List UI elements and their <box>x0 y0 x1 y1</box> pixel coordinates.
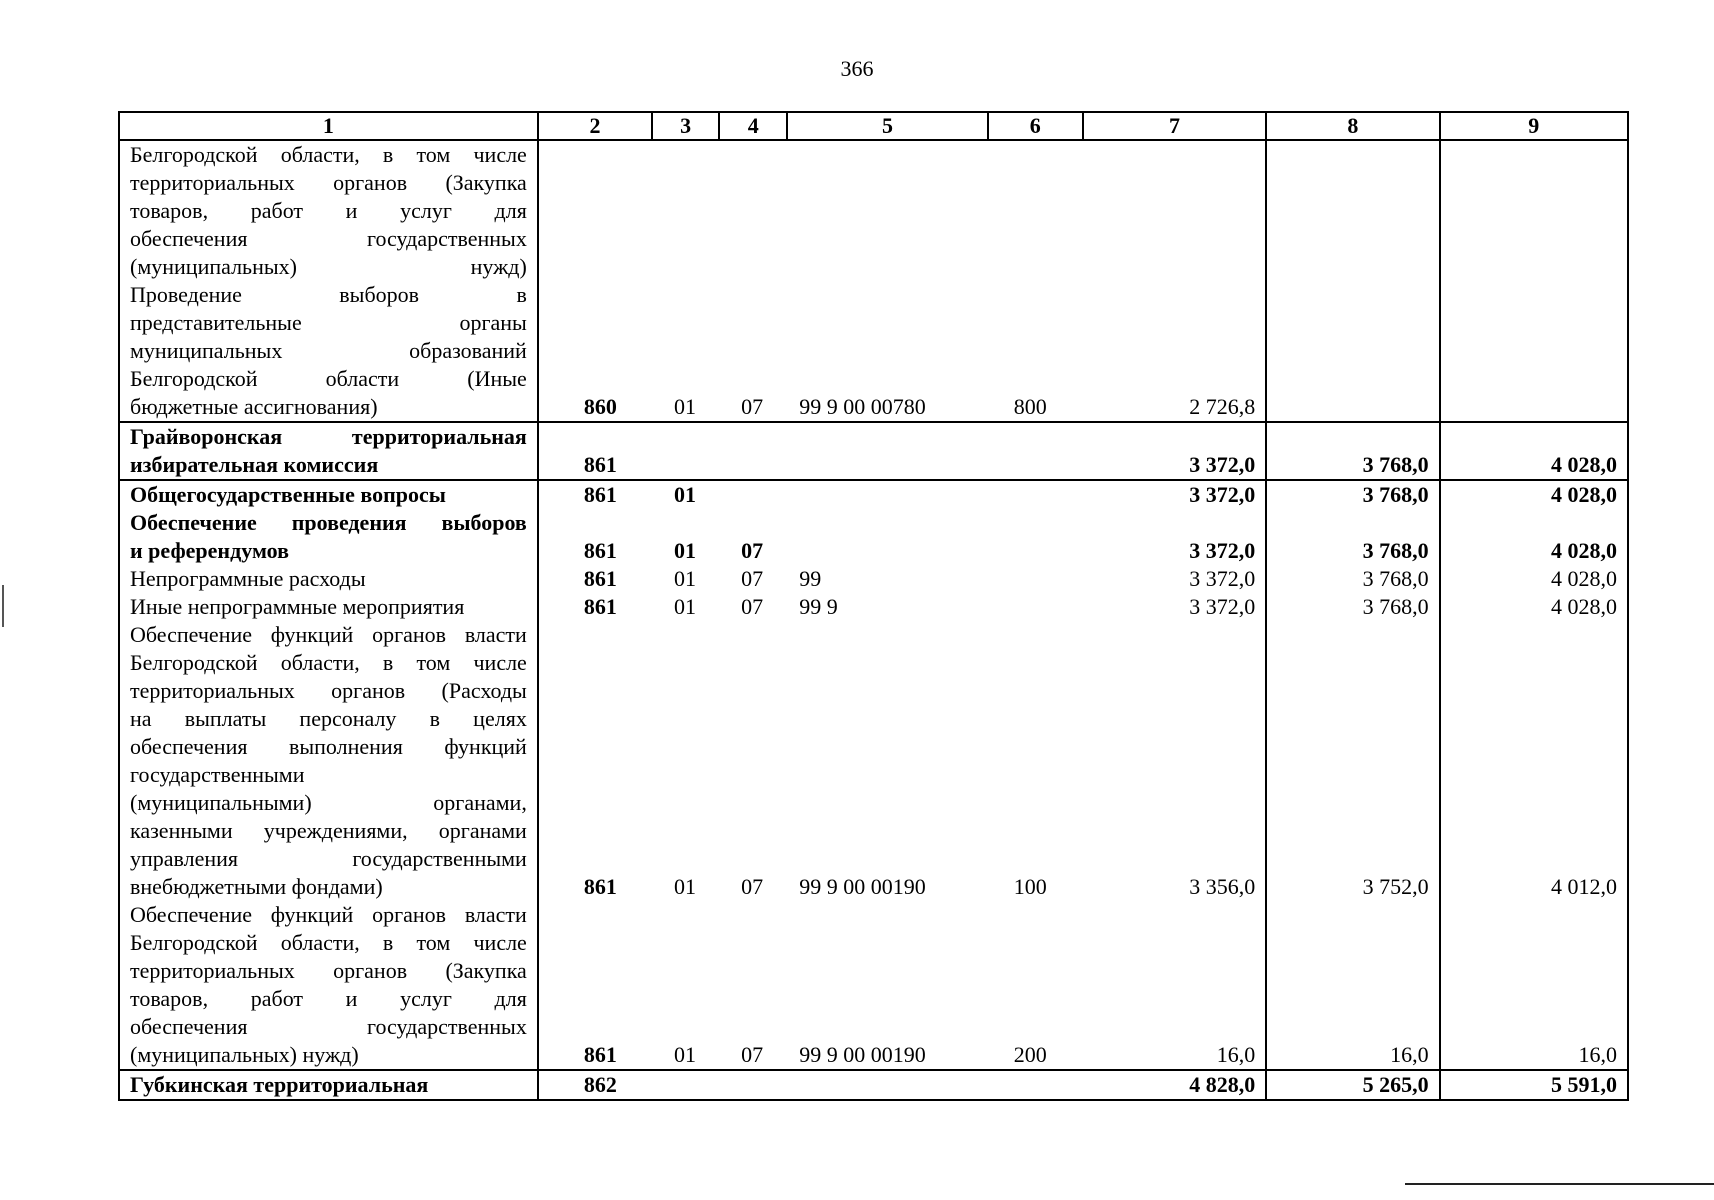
cell-c7: 3 372,0 <box>1083 509 1266 565</box>
cell-c9: 16,0 <box>1440 901 1628 1070</box>
description-line: обеспечения выполнения функций <box>130 734 527 759</box>
description-line: товаров, работ и услуг для <box>130 198 527 223</box>
table-body <box>119 140 1628 1100</box>
cell-c7: 3 372,0 <box>1083 422 1266 480</box>
description-line: Белгородской области, в том числе <box>130 142 527 167</box>
cell-c3 <box>652 422 719 480</box>
cell-c6 <box>988 509 1083 565</box>
table-row <box>119 140 1628 422</box>
cell-c8: 3 768,0 <box>1266 480 1439 509</box>
description-line: внебюджетными фондами) <box>130 874 383 899</box>
description-line: территориальных органов (Закупка <box>130 958 527 983</box>
description-line: Обеспечение функций органов власти <box>130 902 527 927</box>
cell-c2: 861 <box>583 566 617 591</box>
column-header: 7 <box>1083 112 1266 140</box>
description-line: обеспечения государственных <box>130 1014 527 1039</box>
cell-c7: 3 372,0 <box>1083 565 1266 593</box>
cell-c8: 16,0 <box>1266 901 1439 1070</box>
cell-c6 <box>988 593 1083 621</box>
description-line: Грайворонская территориальная <box>130 424 527 449</box>
description-line: Белгородской области, в том числе <box>130 930 527 955</box>
column-header: 4 <box>719 112 787 140</box>
description-line: (муниципальных) нужд) <box>130 1042 359 1067</box>
description-line: Белгородской области, в том числе <box>130 650 527 675</box>
cell-c4: 07 <box>741 1042 764 1067</box>
table-row <box>119 621 1628 901</box>
cell-c5: 99 9 <box>799 594 838 619</box>
scan-artifact-mark <box>2 585 4 627</box>
cell-c3 <box>652 1070 719 1100</box>
cell-c7: 3 372,0 <box>1083 480 1266 509</box>
description-line: товаров, работ и услуг для <box>130 986 527 1011</box>
table-row <box>119 565 1628 593</box>
cell-c3: 01 <box>674 1042 697 1067</box>
cell-c9: 4 028,0 <box>1440 480 1628 509</box>
cell-c3: 01 <box>674 394 697 419</box>
cell-c8: 3 768,0 <box>1266 422 1439 480</box>
cell-c3: 01 <box>674 566 697 591</box>
table-row <box>119 422 1628 480</box>
cell-c2: 862 <box>538 1070 652 1100</box>
description-line: Иные непрограммные мероприятия <box>130 594 465 619</box>
cell-c5: 99 <box>799 566 822 591</box>
cell-c2: 861 <box>583 874 617 899</box>
cell-c7: 16,0 <box>1083 901 1266 1070</box>
table-header-row <box>119 112 1628 140</box>
cell-c4: 07 <box>741 566 764 591</box>
cell-c2: 861 <box>538 422 652 480</box>
table-row <box>119 593 1628 621</box>
description-line: Белгородской области (Иные <box>130 366 527 391</box>
cell-c4: 07 <box>741 594 764 619</box>
column-header: 9 <box>1440 112 1628 140</box>
column-header: 6 <box>988 112 1083 140</box>
cell-c2: 861 <box>538 480 652 509</box>
description-line: обеспечения государственных <box>130 226 527 251</box>
cell-c9: 4 028,0 <box>1440 593 1628 621</box>
cell-c5 <box>787 480 987 509</box>
cell-c8: 3 768,0 <box>1266 565 1439 593</box>
cell-c6 <box>988 1070 1083 1100</box>
cell-c9: 4 028,0 <box>1440 565 1628 593</box>
cell-c2: 860 <box>583 394 617 419</box>
description-line: территориальных органов (Закупка <box>130 170 527 195</box>
cell-c7: 3 356,0 <box>1083 621 1266 901</box>
cell-c9: 5 591,0 <box>1440 1070 1628 1100</box>
row-description <box>119 480 538 509</box>
cell-c6 <box>988 422 1083 480</box>
description-line: представительные органы <box>130 310 527 335</box>
description-line: Общегосударственные вопросы <box>130 482 446 507</box>
description-line: муниципальных образований <box>130 338 527 363</box>
column-header: 5 <box>787 112 987 140</box>
cell-c8 <box>1266 140 1439 422</box>
table-row <box>119 480 1628 509</box>
cell-c5 <box>787 422 987 480</box>
column-header: 2 <box>538 112 652 140</box>
cell-c6 <box>988 565 1083 593</box>
description-line: управления государственными <box>130 846 527 871</box>
table-row <box>119 1070 1628 1100</box>
row-description <box>119 1070 538 1100</box>
cell-c4 <box>719 422 787 480</box>
row-description <box>119 901 538 1070</box>
row-description <box>119 140 538 422</box>
cell-c9: 4 028,0 <box>1440 422 1628 480</box>
cell-c8: 3 768,0 <box>1266 509 1439 565</box>
cell-c7: 2 726,8 <box>1083 140 1266 422</box>
description-line: государственными <box>130 762 305 787</box>
description-line: (муниципальных) нужд) <box>130 254 527 279</box>
cell-c4: 07 <box>741 394 764 419</box>
description-line: казенными учреждениями, органами <box>130 818 527 843</box>
table-row <box>119 901 1628 1070</box>
description-line: Обеспечение функций органов власти <box>130 622 527 647</box>
cell-c4: 07 <box>741 874 764 899</box>
cell-c5 <box>787 1070 987 1100</box>
description-line: Непрограммные расходы <box>130 566 366 591</box>
cell-c6: 800 <box>1013 394 1047 419</box>
cell-c9: 4 028,0 <box>1440 509 1628 565</box>
row-description <box>119 621 538 901</box>
cell-c3: 01 <box>652 480 719 509</box>
cell-c2: 861 <box>583 594 617 619</box>
column-header: 1 <box>119 112 538 140</box>
page-number: 366 <box>840 56 874 81</box>
description-line: (муниципальными) органами, <box>130 790 527 815</box>
row-description <box>119 593 538 621</box>
description-line: на выплаты персоналу в целях <box>130 706 527 731</box>
cell-c5 <box>787 509 987 565</box>
cell-c7: 4 828,0 <box>1083 1070 1266 1100</box>
column-header: 3 <box>652 112 719 140</box>
cell-c5: 99 9 00 00780 <box>799 394 926 419</box>
cell-c3: 01 <box>674 874 697 899</box>
column-header: 8 <box>1266 112 1439 140</box>
row-description <box>119 509 538 565</box>
row-description <box>119 565 538 593</box>
cell-c6 <box>988 480 1083 509</box>
scan-artifact-line <box>1405 1183 1714 1185</box>
cell-c3: 01 <box>674 594 697 619</box>
description-line: Проведение выборов в <box>130 282 527 307</box>
cell-c2: 861 <box>583 538 617 563</box>
cell-c8: 3 768,0 <box>1266 593 1439 621</box>
cell-c5: 99 9 00 00190 <box>799 1042 926 1067</box>
description-line: территориальных органов (Расходы <box>130 678 527 703</box>
cell-c9: 4 012,0 <box>1440 621 1628 901</box>
row-description <box>119 422 538 480</box>
cell-c7: 3 372,0 <box>1083 593 1266 621</box>
cell-c4 <box>719 1070 787 1100</box>
cell-c8: 3 752,0 <box>1266 621 1439 901</box>
description-line: Губкинская территориальная <box>130 1072 429 1097</box>
cell-c6: 200 <box>1013 1042 1047 1067</box>
cell-c6: 100 <box>1013 874 1047 899</box>
description-line: избирательная комиссия <box>130 452 379 477</box>
cell-c3: 01 <box>674 538 697 563</box>
cell-c8: 5 265,0 <box>1266 1070 1439 1100</box>
description-line: бюджетные ассигнования) <box>130 394 378 419</box>
cell-c2: 861 <box>583 1042 617 1067</box>
description-line: и референдумов <box>130 538 289 563</box>
cell-c9 <box>1440 140 1628 422</box>
budget-table <box>118 111 1629 1101</box>
description-line: Обеспечение проведения выборов <box>130 510 527 535</box>
cell-c4 <box>719 480 787 509</box>
cell-c4: 07 <box>741 538 764 563</box>
cell-c5: 99 9 00 00190 <box>799 874 926 899</box>
table-row <box>119 509 1628 565</box>
